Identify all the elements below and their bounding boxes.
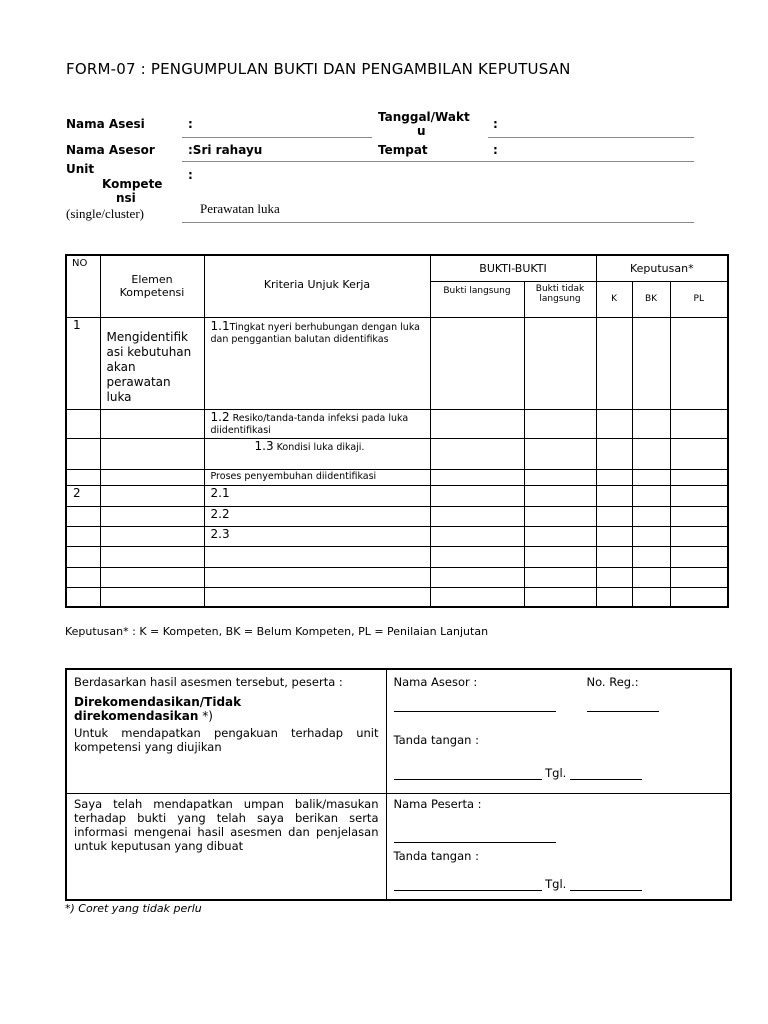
- header-elemen: Elemen Kompetensi: [100, 255, 204, 317]
- row1-kuk2: [204, 409, 430, 438]
- recommendation-text: Untuk mendapatkan pengakuan terhadap unit kompetensi yang diujikan: [74, 726, 379, 754]
- row1-no: 1: [66, 317, 100, 409]
- peserta-signature-row: [394, 877, 643, 891]
- row2-kuk2-bk[interactable]: [632, 506, 670, 526]
- nama-asesor-line: [182, 161, 694, 162]
- header-bukti-tidak-langsung: Bukti tidak langsung: [524, 281, 596, 317]
- recommendation-cell: [66, 669, 386, 793]
- table-row: [66, 506, 728, 526]
- table-row: [66, 567, 728, 587]
- tgl-label-2: Tgl.: [545, 876, 567, 891]
- nama-asesi-label: Nama Asesi: [66, 117, 145, 131]
- unit-label-cont-2: nsi: [116, 191, 136, 205]
- row1-kuk2-text: Resiko/tanda-tanda infeksi pada luka diidentifikasi: [210, 412, 409, 436]
- row1-kuk2-bukti-langsung[interactable]: [430, 409, 524, 438]
- unit-label-cont: Kompete: [102, 177, 163, 191]
- row2-kuk2-pl[interactable]: [670, 506, 728, 526]
- row1-kuk4-bukti-langsung[interactable]: [430, 469, 524, 485]
- row2-kuk1-bukti-tidak[interactable]: [524, 485, 596, 506]
- footnote: *) Coret yang tidak perlu: [65, 902, 202, 915]
- row2-kuk2-k[interactable]: [596, 506, 632, 526]
- asesor-sign-cell: [386, 669, 731, 793]
- row1-kuk1-bk[interactable]: [632, 317, 670, 409]
- header-bk: BK: [632, 281, 670, 317]
- row2-kuk2-bukti-tidak[interactable]: [524, 506, 596, 526]
- keputusan-legend: Keputusan* : K = Kompeten, BK = Belum Kompeten, PL = Penilaian Lanjutan: [65, 625, 489, 638]
- row1-kuk2-pl[interactable]: [670, 409, 728, 438]
- row1-kuk1-pl[interactable]: [670, 317, 728, 409]
- row2-kuk1-bk[interactable]: [632, 485, 670, 506]
- tempat-sep: :: [493, 143, 498, 157]
- peserta-signature-line[interactable]: [394, 890, 542, 891]
- row2-kuk3: 2.3: [204, 526, 430, 546]
- table-row: [66, 469, 728, 485]
- unit-label-cluster: (single/cluster): [66, 206, 144, 221]
- row1-kuk3-num: 1.3: [254, 438, 274, 453]
- row1-kuk1-num: 1.1: [210, 318, 230, 333]
- table-row: [66, 546, 728, 567]
- row1-kuk1-bukti-tidak[interactable]: [524, 317, 596, 409]
- unit-sep: :: [188, 168, 193, 182]
- recommendation-choice-2: direkomendasikan: [74, 709, 199, 723]
- recommendation-choice-1: Direkomendasikan/Tidak: [74, 695, 242, 709]
- unit-label: Unit: [66, 162, 95, 176]
- row1-kuk4-k[interactable]: [596, 469, 632, 485]
- row1-kuk4: Proses penyembuhan diidentifikasi: [204, 469, 430, 485]
- table-row: [66, 317, 728, 409]
- tanda-tangan-label: Tanda tangan :: [393, 733, 479, 747]
- no-reg-line[interactable]: [587, 711, 659, 712]
- row2-kuk3-bukti-langsung[interactable]: [430, 526, 524, 546]
- peserta-sign-cell: [386, 793, 731, 900]
- unit-value: Perawatan luka: [200, 201, 280, 216]
- row1-kuk2-num: 1.2: [210, 409, 230, 424]
- header-pl: PL: [670, 281, 728, 317]
- tanggal-sep: :: [493, 117, 498, 131]
- header-bukti: BUKTI-BUKTI: [430, 255, 596, 281]
- row1-kuk3-bukti-tidak[interactable]: [524, 438, 596, 469]
- row1-kuk3: [204, 438, 430, 469]
- row1-kuk3-bukti-langsung[interactable]: [430, 438, 524, 469]
- row2-kuk1-bukti-langsung[interactable]: [430, 485, 524, 506]
- no-reg-label: No. Reg.:: [586, 675, 639, 689]
- feedback-text: Saya telah mendapatkan umpan balik/masukan terhadap bukti yang telah saya berikan serta informasi mengenai hasil asesmen dan penjelasan untuk keputusan yang dibuat: [66, 793, 386, 900]
- row1-kuk1-k[interactable]: [596, 317, 632, 409]
- tanggal-label-cont: u: [417, 124, 426, 138]
- row2-kuk3-bk[interactable]: [632, 526, 670, 546]
- header-kriteria: Kriteria Unjuk Kerja: [204, 255, 430, 317]
- tempat-label: Tempat: [378, 143, 428, 157]
- row1-kuk3-pl[interactable]: [670, 438, 728, 469]
- tgl-label: Tgl.: [545, 766, 567, 780]
- asesor-signature-line[interactable]: [394, 779, 542, 780]
- row1-kuk2-bukti-tidak[interactable]: [524, 409, 596, 438]
- table-row: [66, 485, 728, 506]
- form-title: FORM-07 : PENGUMPULAN BUKTI DAN PENGAMBILAN KEPUTUSAN: [66, 60, 571, 78]
- nama-peserta-line[interactable]: [394, 842, 556, 843]
- row2-kuk3-k[interactable]: [596, 526, 632, 546]
- nama-asesor-bottom-label: Nama Asesor :: [393, 675, 478, 689]
- nama-peserta-label: Nama Peserta :: [393, 796, 482, 811]
- header-k: K: [596, 281, 632, 317]
- row1-kuk4-pl[interactable]: [670, 469, 728, 485]
- assessment-table: [65, 254, 729, 608]
- row2-kuk1: 2.1: [204, 485, 430, 506]
- tgl-line[interactable]: [570, 779, 642, 780]
- nama-asesi-field[interactable]: [182, 137, 372, 138]
- row1-kuk1-bukti-langsung[interactable]: [430, 317, 524, 409]
- table-row: [66, 587, 728, 607]
- nama-asesor-value: :Sri rahayu: [188, 143, 263, 157]
- table-row: [66, 409, 728, 438]
- table-row: [66, 438, 728, 469]
- row2-kuk2: 2.2: [204, 506, 430, 526]
- header-bukti-langsung: Bukti langsung: [430, 281, 524, 317]
- row1-kuk2-k[interactable]: [596, 409, 632, 438]
- recommendation-star: *): [198, 709, 213, 723]
- row1-kuk3-k[interactable]: [596, 438, 632, 469]
- recommendation-table: [65, 668, 732, 901]
- row1-kuk4-bukti-tidak[interactable]: [524, 469, 596, 485]
- row1-kuk3-bk[interactable]: [632, 438, 670, 469]
- row1-elemen: Mengidentifik asi kebutuhan akan perawatan luka: [100, 317, 204, 409]
- table-row: [66, 526, 728, 546]
- tanggal-label: Tanggal/Wakt: [378, 110, 470, 124]
- unit-line: [182, 222, 694, 223]
- asesor-signature-row: [394, 766, 643, 780]
- nama-asesor-sign-line[interactable]: [394, 711, 556, 712]
- row1-kuk4-bk[interactable]: [632, 469, 670, 485]
- row1-kuk1: [204, 317, 430, 409]
- row2-kuk2-bukti-langsung[interactable]: [430, 506, 524, 526]
- row2-kuk3-bukti-tidak[interactable]: [524, 526, 596, 546]
- row1-kuk2-bk[interactable]: [632, 409, 670, 438]
- row1-kuk3-text: Kondisi luka dikaji.: [276, 441, 365, 453]
- row2-kuk1-pl[interactable]: [670, 485, 728, 506]
- tgl-line-2[interactable]: [570, 890, 642, 891]
- row2-no: 2: [66, 485, 100, 506]
- row1-kuk1-text: Tingkat nyeri berhubungan dengan luka dan penggantian balutan didentifikas: [210, 321, 420, 345]
- nama-asesor-label: Nama Asesor: [66, 143, 155, 157]
- tanda-tangan-label-2: Tanda tangan :: [393, 848, 479, 863]
- row2-kuk3-pl[interactable]: [670, 526, 728, 546]
- recommendation-intro: Berdasarkan hasil asesmen tersebut, peserta :: [74, 675, 343, 689]
- header-keputusan: Keputusan*: [596, 255, 728, 281]
- nama-asesi-sep: :: [188, 117, 193, 131]
- recommendation-choice-line: [74, 709, 379, 723]
- header-no: NO: [66, 255, 100, 317]
- row2-kuk1-k[interactable]: [596, 485, 632, 506]
- tanggal-field[interactable]: [488, 137, 694, 138]
